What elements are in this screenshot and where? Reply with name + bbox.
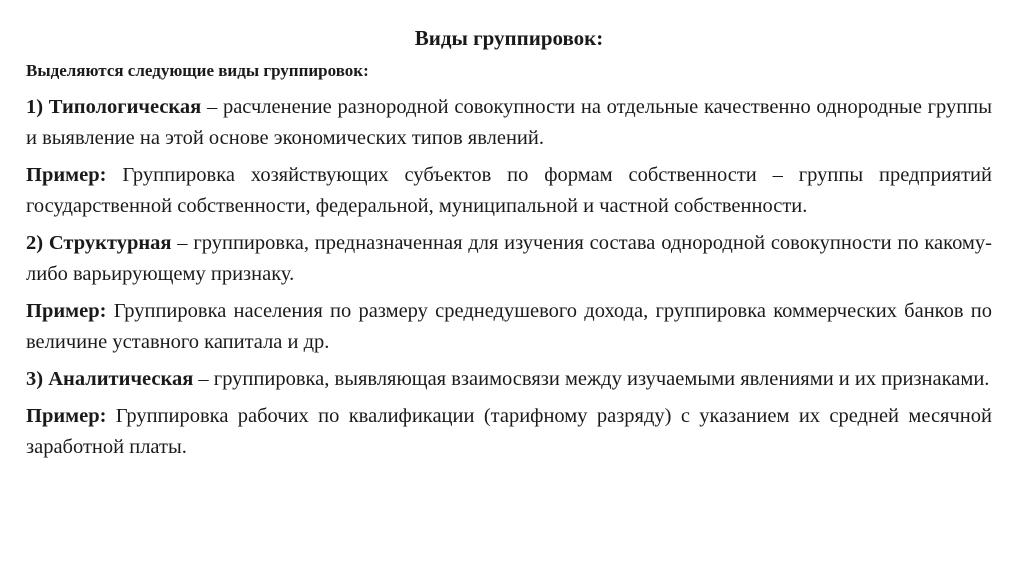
slide-title: Виды группировок: — [414, 26, 604, 50]
definition-text: – группировка, предназначенная для изучения состава однородной совокупности по какому-либо варьирующему признаку. — [26, 232, 992, 285]
example-label: Пример: — [26, 405, 107, 427]
definition-text: – расчленение разнородной совокупности на отдельные качественно однородные группы и выявление на этой основе экономических типов явлений. — [26, 96, 992, 149]
structural-definition — [26, 228, 992, 290]
definition-text: – группировка, выявляющая взаимосвязи между изучаемыми явлениями и их признаками. — [193, 368, 990, 390]
typological-example — [26, 160, 992, 222]
typological-definition — [26, 92, 992, 154]
slide-content — [26, 24, 992, 469]
term-label: 3) Аналитическая — [26, 368, 194, 390]
structural-example — [26, 296, 992, 358]
analytical-definition — [26, 364, 992, 395]
example-label: Пример: — [26, 300, 107, 322]
term-label: 1) Типологическая — [26, 96, 202, 118]
intro-text: Выделяются следующие виды группировок: — [26, 61, 369, 80]
analytical-example — [26, 401, 992, 463]
term-label: 2) Структурная — [26, 232, 172, 254]
example-text: Группировка хозяйствующих субъектов по формам собственности – группы предприятий государственной собственности, федеральной, муниципальной и частной собственности. — [26, 164, 992, 217]
example-label: Пример: — [26, 164, 107, 186]
example-text: Группировка населения по размеру среднедушевого дохода, группировка коммерческих банков по величине уставного капитала и др. — [26, 300, 992, 353]
example-text: Группировка рабочих по квалификации (тарифному разряду) с указанием их средней месячной заработной платы. — [26, 405, 992, 458]
